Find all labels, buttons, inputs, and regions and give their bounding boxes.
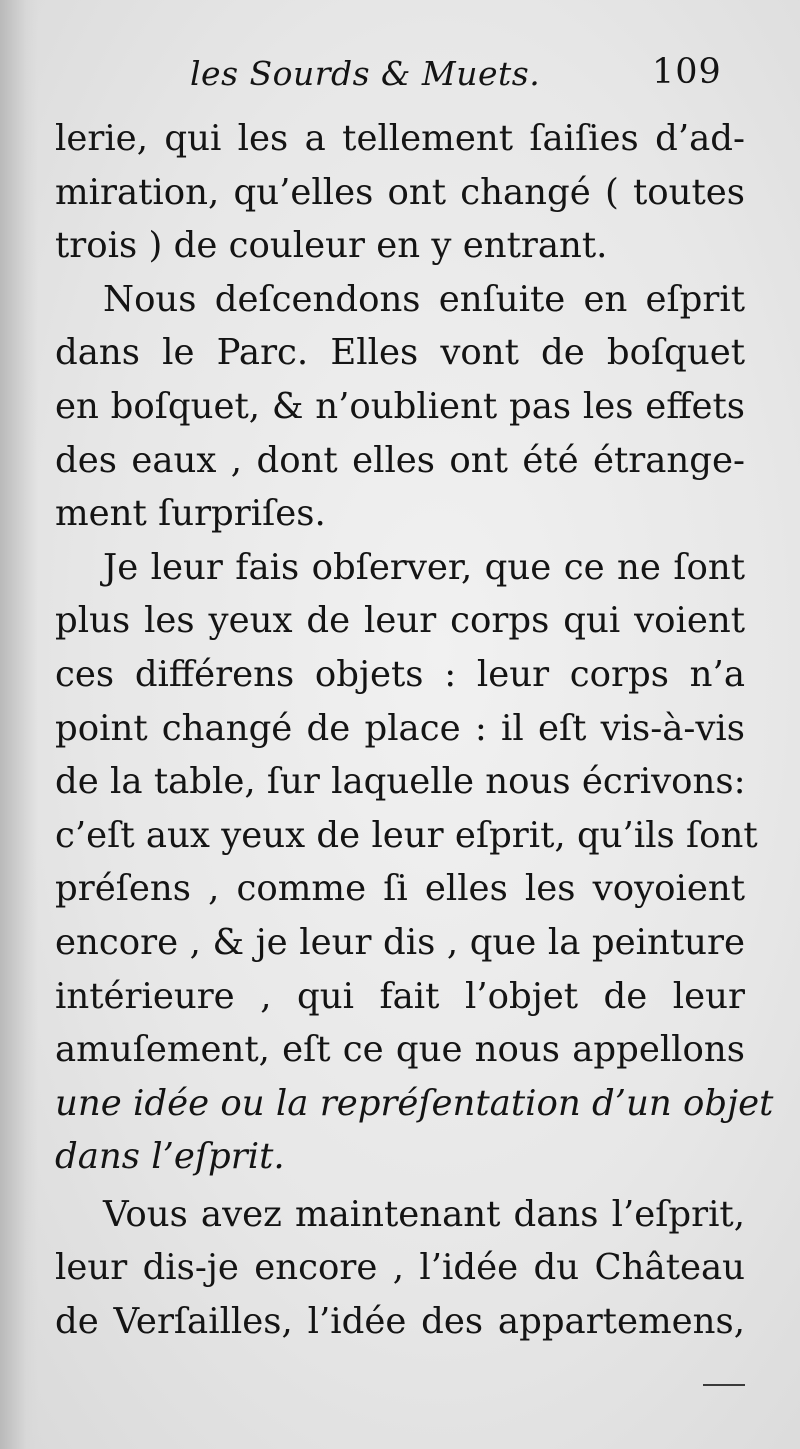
body-text [55, 112, 774, 1349]
text-line: intérieure , qui fait l’objet de leur [55, 975, 745, 1017]
text-line: lerie, qui les a tellement ſaiſies d’ad- [55, 118, 745, 159]
page-number: 109 [652, 52, 722, 92]
text-line: en boſquet, & n’oublient pas les effets [55, 385, 745, 427]
running-head-title: les Sourds & Muets. [190, 54, 541, 93]
text-line: amuſement, eſt ce que nous appellons [55, 1029, 745, 1071]
text-line: ces différens objets : leur corps n’a [55, 653, 745, 695]
running-head [0, 52, 800, 102]
catchword-rule [703, 1384, 745, 1386]
text-line: ment ſurpriſes. [55, 493, 326, 535]
italic-text-line: une idée ou la repréſentation d’un objet [55, 1082, 774, 1124]
text-line: encore , & je leur dis , que la peinture [55, 921, 745, 963]
text-line: c’eſt aux yeux de leur eſprit, qu’ils ſont [55, 814, 758, 856]
text-line: point changé de place : il eſt vis-à-vis [55, 707, 745, 749]
text-line: leur dis-je encore , l’idée du Château [55, 1247, 745, 1289]
text-line: préſens , comme ſi elles les voyoient [55, 868, 745, 910]
text-line: miration, qu’elles ont changé ( toutes [55, 171, 745, 213]
text-line: des eaux , dont elles ont été étrange- [55, 439, 745, 481]
text-line: de Verſailles, l’idée des appartemens, [55, 1301, 745, 1343]
text-line: trois ) de couleur en y entrant. [55, 225, 608, 267]
text-line: de la table, ſur laquelle nous écrivons: [55, 761, 746, 803]
italic-text-line: dans l’eſprit. [55, 1136, 285, 1178]
text-line: plus les yeux de leur corps qui voient [55, 600, 745, 642]
text-line: dans le Parc. Elles vont de boſquet [55, 332, 745, 374]
paragraph-first-line: Vous avez maintenant dans l’eſprit, [103, 1193, 745, 1235]
paragraph-first-line: Nous deſcendons enſuite en eſprit [103, 278, 745, 320]
paragraph-first-line: Je leur fais obſerver, que ce ne ſont [103, 546, 745, 588]
